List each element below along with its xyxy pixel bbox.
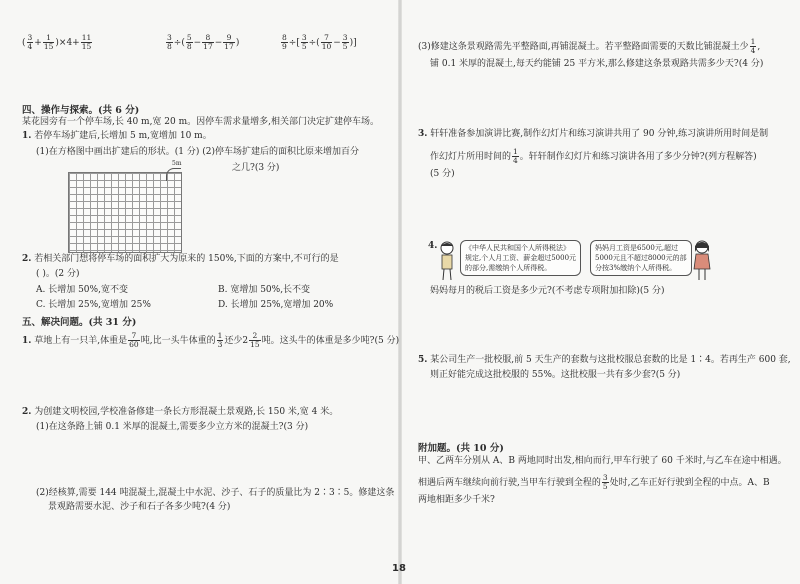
question-5-cont: 则正好能完成这批校服的 55%。这批校服一共有多少套?(5 分): [430, 370, 681, 380]
tax-law-bubble: 《中华人民共和国个人所得税法》 规定,个人月工资、薪金超过5000元 的部分,需缴纳个人所得税。: [460, 240, 581, 276]
question-2: 2. 若相关部门想将停车场的面积扩大为原来的 150%,下面的方案中,不可行的是: [22, 254, 339, 264]
grid-scale-label: 5m: [172, 160, 182, 167]
page-number: 18: [392, 563, 406, 574]
problem-2: 2. 为创建文明校园,学校准备修建一条长方形混凝土景观路,长 150 米,宽 4 米。: [22, 407, 339, 417]
extra-section-title: 附加题。(共 10 分): [418, 443, 504, 454]
problem-2-part-2: (2)经核算,需要 144 吨混凝土,混凝土中水泥、沙子、石子的质量比为 2∶3∶5。修建这条: [36, 488, 395, 498]
extra-problem-line-2: 相遇后两车继续向前行驶,当甲车行驶到全程的 $\frac{3}{5}$ 处时,乙车正好行驶到全程的中点。A、B: [418, 473, 770, 491]
extra-problem-line-3: 两地相距多少千米?: [418, 495, 495, 505]
section-5-title: 五、解决问题。(共 31 分): [22, 317, 137, 328]
question-3-cont: 作幻灯片所用时间的 $\frac{1}{4}$ 。轩轩制作幻灯片和练习演讲各用了多少分钟?(列方程解答): [430, 147, 757, 165]
question-1-part-2-cont: 之几?(3 分): [232, 163, 280, 173]
option-d: D. 长增加 25%,宽增加 20%: [218, 300, 334, 310]
girl-figure-icon: [690, 238, 714, 282]
calc-expression-3: $\frac{8}{9}$ ÷[ $\frac{3}{5}$ ÷( $\frac{7}{10}$ − $\frac{3}{5}$ )]: [282, 33, 357, 51]
question-3: 3. 轩轩准备参加演讲比赛,制作幻灯片和练习演讲共用了 90 分钟,练习演讲所用时间是制: [418, 129, 769, 139]
calc-expression-2: $\frac{3}{8}$ ÷( $\frac{5}{8}$ − $\frac{8}{17}$ − $\frac{9}{17}$ ): [167, 33, 240, 51]
problem-2-part-3-cont: 铺 0.1 米厚的混凝土,每天约能铺 25 平方米,那么修建这条景观路共需多少天?(4 分): [430, 59, 764, 69]
option-b: B. 宽增加 50%,长不变: [218, 285, 311, 295]
problem-2-part-2-cont: 景观路需要水泥、沙子和石子各多少吨?(4 分): [48, 502, 231, 512]
question-3-score: (5 分): [430, 169, 455, 179]
question-1-parts: (1)在方格图中画出扩建后的形状。(1 分) (2)停车场扩建后的面积比原来增加百分: [36, 147, 359, 157]
extra-problem-line-1: 甲、乙两车分别从 A、B 两地同时出发,相向而行,甲车行驶了 60 千米时,与乙车在途中相遇。: [418, 456, 787, 466]
section-4-title: 四、操作与探索。(共 6 分): [22, 105, 140, 116]
option-a: A. 长增加 50%,宽不变: [36, 285, 128, 295]
question-2-blank: ( )。(2 分): [36, 269, 80, 279]
boy-figure-icon: [436, 240, 458, 282]
option-c: C. 长增加 25%,宽增加 25%: [36, 300, 151, 310]
question-4-text: 妈妈每月的税后工资是多少元?(不考虑专项附加扣除)(5 分): [430, 286, 665, 296]
question-1: 1. 若停车场扩建后,长增加 5 m,宽增加 10 m。: [22, 131, 212, 141]
problem-2-part-1: (1)在这条路上铺 0.1 米厚的混凝土,需要多少立方米的混凝土?(3 分): [36, 422, 309, 432]
problem-2-part-3: (3)修建这条景观路需先平整路面,再铺混凝土。若平整路面需要的天数比铺混凝土少 $\frac{1}{4}$ ,: [418, 37, 761, 55]
section-4-intro: 某花园旁有一个停车场,长 40 m,宽 20 m。因停车需求量增多,相关部门决定扩建停车场。: [22, 117, 380, 127]
question-5: 5. 某公司生产一批校服,前 5 天生产的套数与这批校服总套数的比是 1∶4。若再生产 600 套,: [418, 355, 791, 365]
calc-expression-1: ( $\frac{3}{4}$ + $\frac{1}{15}$ )×4+ $\frac{11}{15}$: [22, 33, 92, 51]
mom-salary-bubble: 妈妈月工资是6500元,超过 5000元且不超过8000元的部 分按3%缴纳个人所得税。: [590, 240, 692, 276]
problem-1: 1. 草地上有一只羊,体重是 $\frac{7}{60}$ 吨,比一头牛体重的 $\frac{1}{3}$ 还少2 $\frac{2}{15}$ 吨。这头牛的体重是多少吨?(5 分): [22, 331, 400, 349]
drawing-grid[interactable]: [68, 172, 182, 253]
question-4-number: 4.: [428, 241, 438, 251]
book-spine: [398, 0, 402, 584]
